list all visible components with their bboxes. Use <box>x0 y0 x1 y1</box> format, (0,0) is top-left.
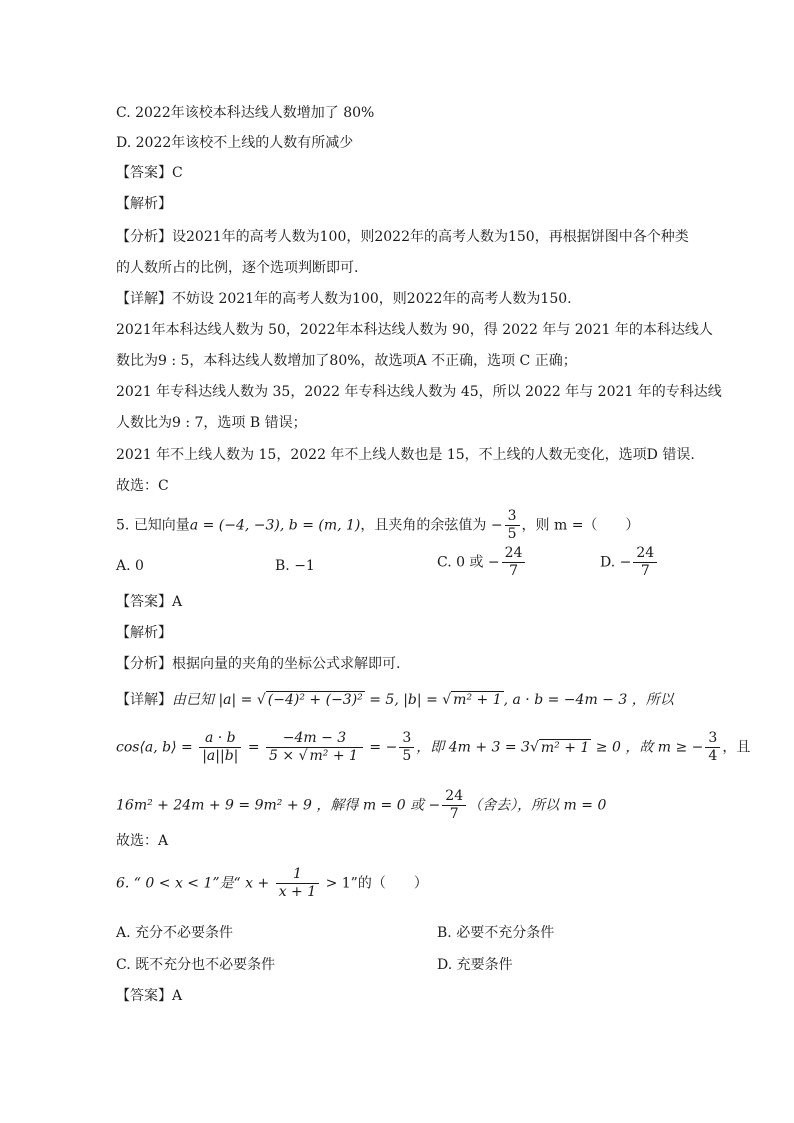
q4-detail-line-5: 人数比为9 : 7，选项 B 错误； <box>116 415 307 431</box>
q6-option-a: A. 充分不必要条件 <box>116 925 234 941</box>
q5-analysis-label <box>116 623 172 643</box>
cos-tail: ，且 <box>722 739 751 756</box>
frac-den: 7 <box>640 563 650 579</box>
frac-num: 3 <box>505 508 520 526</box>
q5-cos-line: cos⟨a, b⟩ = $\frac{a \cdot b}{|a||b|}$ = $\frac{-4m - 3}{\text{5 × √ m² + 1}}$ = − $\frac{3}{5}$ ，即 4m + 3 = 3√ m² + 1 ≥ 0 ，故 m ≥ − $\frac{3}{4}$ ，且 <box>116 730 751 764</box>
fenxi-text: 根据向量的夹角的坐标公式求解即可. <box>172 656 401 672</box>
frac-den: x + 1 <box>278 884 317 900</box>
fenxi-label: 【分析】 <box>116 229 172 245</box>
q6-stem <box>116 866 428 901</box>
q6-answer <box>116 986 182 1006</box>
frac-den: 4 <box>708 748 718 764</box>
q4-fenxi-line-1 <box>116 227 689 247</box>
frac-den: |a||b| <box>202 748 239 764</box>
analysis-label: 【解析】 <box>116 625 172 641</box>
cos-lhs: cos⟨a, b⟩ = <box>116 739 198 756</box>
frac-den: 5 <box>402 748 412 764</box>
q4-detail-line-4: 2021 年专科达线人数为 35，2022 年专科达线人数为 45，所以 2022 年与 2021 年的专科达线 <box>116 384 722 400</box>
equation-prefix: 16m² + 24m + 9 = 9m² + 9 ，解得 m = 0 或 − <box>116 797 441 814</box>
cos-frac-1 <box>199 730 241 765</box>
vector-b: b = (m, 1) <box>288 517 361 534</box>
detail-part: = 5, |b| = <box>364 692 443 708</box>
frac-num: 1 <box>276 866 319 884</box>
frac-den: 5 <box>507 526 517 542</box>
frac-den: 7 <box>449 806 459 822</box>
equation-fraction <box>442 788 466 823</box>
q6-option-c: C. 既不充分也不必要条件 <box>116 957 276 973</box>
detail-text: 不妨设 2021年的高考人数为100，则2022年的高考人数为150. <box>172 291 572 307</box>
answer-label: 【答案】 <box>116 165 172 181</box>
option-fraction <box>502 545 526 580</box>
detail-part: 由已知 |a| = <box>172 692 257 708</box>
q4-analysis-label <box>116 194 172 214</box>
q4-detail-line-3: 数比为9 : 5，本科达线人数增加了80%，故选项A 不正确，选项 C 正确； <box>116 353 577 369</box>
q5-option-a: A. 0 <box>116 558 144 574</box>
option-prefix: C. 0 或 − <box>437 554 500 571</box>
q4-choose: 故选：C <box>116 478 169 494</box>
q4-option-d: D. 2022年该校不上线的人数有所减少 <box>116 135 354 151</box>
stem-prefix: 6. “ 0 < x < 1”是“ x + <box>116 875 274 892</box>
frac-num: 24 <box>633 545 657 563</box>
answer-value: C <box>172 165 183 181</box>
sqrt-content: m² + 1 <box>309 748 358 764</box>
cos-middle: ，即 4m + 3 = 3 <box>416 739 530 756</box>
analysis-label: 【解析】 <box>116 196 172 212</box>
frac-num: 3 <box>705 730 720 748</box>
frac-den: 5 × √ m² + 1 <box>269 748 358 764</box>
q5-answer <box>116 592 182 612</box>
frac-num: a · b <box>199 730 241 748</box>
stem-middle: ，且夹角的余弦值为 − <box>360 517 503 534</box>
m-bound-frac <box>705 730 720 765</box>
q5-equation-line <box>116 788 606 823</box>
fenxi-label: 【分析】 <box>116 656 172 672</box>
answer-value: A <box>172 988 183 1004</box>
stem-fraction <box>276 866 319 901</box>
question-number: 5. <box>116 517 130 534</box>
cos-equals: = − <box>364 739 398 756</box>
answer-label: 【答案】 <box>116 594 172 610</box>
q4-answer <box>116 163 183 183</box>
q4-detail-line-6: 2021 年不上线人数为 15，2022 年不上线人数也是 15，不上线的人数无变化，选项D 错误. <box>116 447 695 463</box>
q4-fenxi-line-2: 的人数所占的比例，逐个选项判断即可. <box>116 260 359 276</box>
den-part: 5 × <box>269 748 299 764</box>
q5-detail-line-1: 【详解】由已知 |a| = √ (−4)² + (−3)² = 5, |b| = √ m² + 1 , a · b = −4m − 3 ，所以 <box>116 692 674 708</box>
cos-result-frac <box>399 730 414 765</box>
equation-suffix: （舍去），所以 m = 0 <box>468 797 607 814</box>
q5-fenxi <box>116 654 400 674</box>
fenxi-text: 设2021年的高考人数为100，则2022年的高考人数为150，再根据饼图中各个种类 <box>172 229 689 245</box>
q4-detail-line-2: 2021年本科达线人数为 50，2022年本科达线人数为 90，得 2022 年与 2021 年的本科达线人 <box>116 322 713 338</box>
q5-option-b: B. −1 <box>275 558 315 574</box>
vector-a: a = (−4, −3), <box>189 517 289 534</box>
detail-part: , a · b = −4m − 3 ，所以 <box>503 692 674 708</box>
q4-detail-line-1 <box>116 289 572 309</box>
frac-num: 3 <box>399 730 414 748</box>
option-fraction <box>633 545 657 580</box>
q6-option-d: D. 充要条件 <box>437 957 513 973</box>
q5-stem <box>116 508 639 543</box>
q5-choose: 故选：A <box>116 833 169 849</box>
frac-num: 24 <box>502 545 526 563</box>
option-prefix: D. − <box>600 554 632 571</box>
q6-option-b: B. 必要不充分条件 <box>437 925 555 941</box>
sqrt-content: (−4)² + (−3)² <box>267 692 363 708</box>
stem-post: ，则 m =（ ） <box>521 517 640 534</box>
detail-label: 【详解】 <box>116 692 172 708</box>
stem-suffix: > 1”的（ ） <box>321 875 428 892</box>
detail-label: 【详解】 <box>116 291 172 307</box>
q5-option-d <box>600 545 659 580</box>
q5-option-c <box>437 545 527 580</box>
cos-fraction <box>505 508 520 543</box>
frac-den: 7 <box>509 563 519 579</box>
sqrt-content: m² + 1 <box>540 739 590 756</box>
stem-prefix: 已知向量 <box>133 517 190 534</box>
sqrt-content: m² + 1 <box>453 692 502 708</box>
answer-label: 【答案】 <box>116 988 172 1004</box>
frac-num: 24 <box>442 788 466 806</box>
cos-frac-2 <box>266 730 363 765</box>
cos-middle-b: ≥ 0 ，故 m ≥ − <box>591 739 704 756</box>
q4-option-c: C. 2022年该校本科达线人数增加了 80% <box>116 105 375 121</box>
frac-num: −4m − 3 <box>266 730 363 748</box>
answer-value: A <box>172 594 183 610</box>
